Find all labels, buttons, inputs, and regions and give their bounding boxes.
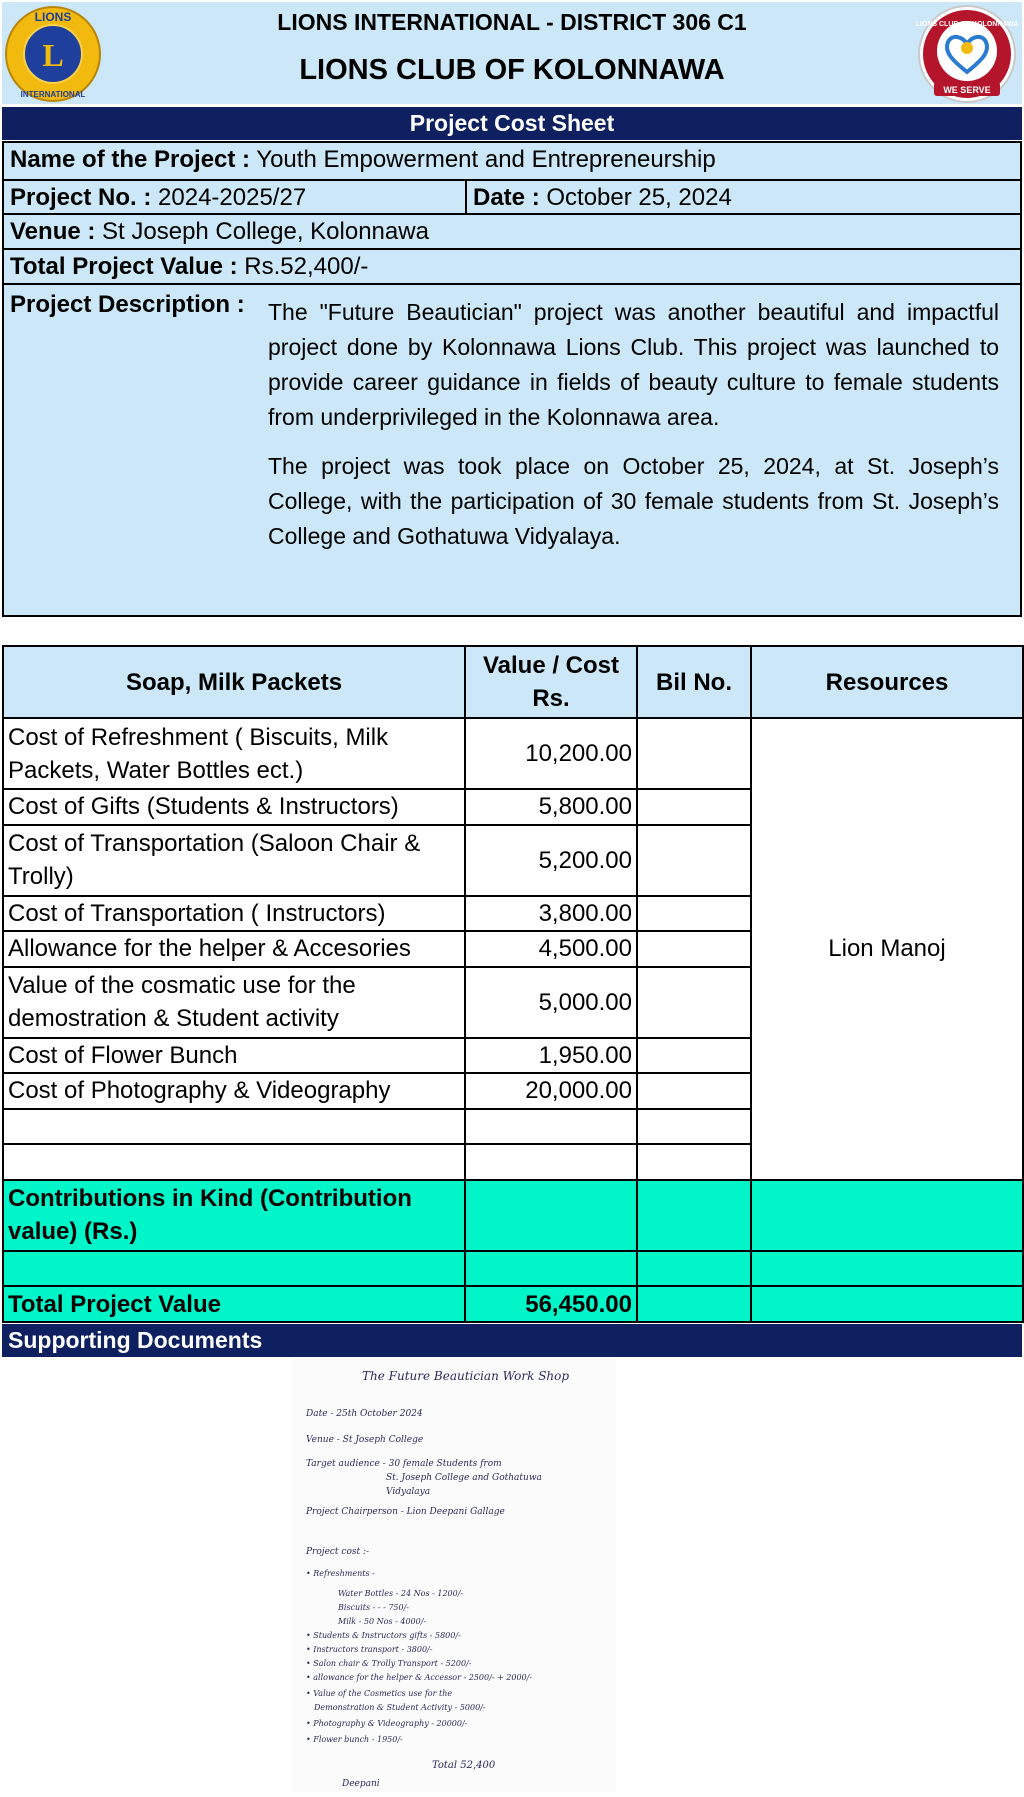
total-value-row xyxy=(4,250,1020,285)
project-no-row xyxy=(4,181,1020,215)
date-label: Date : xyxy=(473,184,540,211)
row-item: Allowance for the helper & Accesories xyxy=(3,931,465,967)
project-name-value: Youth Empowerment and Entrepreneurship xyxy=(256,146,716,173)
row-bill xyxy=(637,1038,751,1074)
row-item: Cost of Transportation ( Instructors) xyxy=(3,896,465,932)
project-no-value: 2024-2025/27 xyxy=(158,184,307,211)
row-bill xyxy=(637,718,751,789)
column-header-item: Soap, Milk Packets xyxy=(3,646,465,718)
description-label: Project Description : xyxy=(10,291,245,318)
row-bill xyxy=(637,896,751,932)
date-value: October 25, 2024 xyxy=(546,184,732,211)
note-audience-2: St. Joseph College and Gothatuwa xyxy=(386,1473,542,1483)
project-info-box xyxy=(2,141,1022,617)
note-line: • Value of the Cosmetics use for the xyxy=(306,1689,453,1698)
project-no-label: Project No. : xyxy=(10,184,152,211)
note-line: Milk - 50 Nos - 4000/- xyxy=(338,1617,427,1626)
note-line: Demonstration & Student Activity - 5000/- xyxy=(314,1703,486,1712)
note-date: Date - 25th October 2024 xyxy=(306,1409,423,1419)
supporting-documents-heading: Supporting Documents xyxy=(2,1324,1022,1357)
row-item: Cost of Transportation (Saloon Chair & Trolly) xyxy=(3,825,465,896)
note-line: • Instructors transport - 3800/- xyxy=(306,1645,433,1654)
row-value: 4,500.00 xyxy=(465,931,637,967)
row-item: Value of the cosmatic use for the demostration & Student activity xyxy=(3,967,465,1038)
note-line: Biscuits - - - 750/- xyxy=(338,1603,410,1612)
svg-text:L: L xyxy=(42,37,64,73)
club-name-heading: LIONS CLUB OF KOLONNAWA xyxy=(299,54,725,86)
row-value: 3,800.00 xyxy=(465,896,637,932)
project-name-label: Name of the Project : xyxy=(10,146,251,173)
column-header-resources: Resources xyxy=(751,646,1023,718)
note-line: • Students & Instructors gifts - 5800/- xyxy=(306,1631,461,1640)
note-venue: Venue - St Joseph College xyxy=(306,1435,424,1445)
contributions-label: Contributions in Kind (Contribution value) (Rs.) xyxy=(3,1180,465,1251)
row-value: 1,950.00 xyxy=(465,1038,637,1074)
district-heading: LIONS INTERNATIONAL - DISTRICT 306 C1 xyxy=(277,9,747,35)
total-value-amount: Rs.52,400/- xyxy=(244,253,369,280)
note-line: Water Bottles - 24 Nos - 1200/- xyxy=(338,1589,464,1598)
note-line: • allowance for the helper & Accessor - 2500/- + 2000/- xyxy=(306,1673,533,1682)
row-item: Cost of Photography & Videography xyxy=(3,1073,465,1109)
total-value-label: Total Project Value : xyxy=(10,253,238,280)
row-value: 5,000.00 xyxy=(465,967,637,1038)
row-value: 5,200.00 xyxy=(465,825,637,896)
row-item: Cost of Flower Bunch xyxy=(3,1038,465,1074)
description-paragraph-2: The project was took place on October 25, 2024, at St. Joseph’s College, with the participation of 30 female students from St. Joseph’s College and Gothatuwa Vidyalaya. xyxy=(268,453,999,549)
venue-label: Venue : xyxy=(10,218,96,245)
svg-text:WE SERVE: WE SERVE xyxy=(943,85,991,95)
row-item: Cost of Refreshment ( Biscuits, Milk Packets, Water Bottles ect.) xyxy=(3,718,465,789)
row-bill xyxy=(637,825,751,896)
row-value: 5,800.00 xyxy=(465,789,637,825)
total-row xyxy=(3,1286,1023,1322)
svg-text:LIONS CLUB OF KOLONNAWA: LIONS CLUB OF KOLONNAWA xyxy=(915,21,1019,28)
note-line: • Flower bunch - 1950/- xyxy=(306,1735,403,1744)
note-signature: Deepani xyxy=(342,1779,380,1789)
note-audience-3: Vidyalaya xyxy=(386,1487,431,1497)
row-value: 20,000.00 xyxy=(465,1073,637,1109)
note-audience-1: Target audience - 30 female Students from xyxy=(306,1459,502,1469)
svg-text:LIONS: LIONS xyxy=(34,10,72,24)
note-line: • Salon chair & Trolly Transport - 5200/- xyxy=(306,1659,472,1668)
venue-row xyxy=(4,215,1020,250)
cost-table xyxy=(2,645,1024,1323)
project-name-row xyxy=(4,143,1020,181)
note-refresh-heading: • Refreshments - xyxy=(306,1569,375,1578)
lions-club-kolonnawa-badge-icon xyxy=(912,4,1022,108)
note-title: The Future Beautician Work Shop xyxy=(362,1369,570,1383)
row-bill xyxy=(637,931,751,967)
row-value: 10,200.00 xyxy=(465,718,637,789)
empty-green-row xyxy=(3,1251,1023,1287)
handwritten-cost-note xyxy=(292,1358,616,1792)
total-label: Total Project Value xyxy=(3,1286,465,1322)
total-amount: 56,450.00 xyxy=(465,1286,637,1322)
contributions-row xyxy=(3,1180,1023,1251)
column-header-value: Value / Cost Rs. xyxy=(465,646,637,718)
table-row xyxy=(3,718,1023,789)
description-paragraph-1: The "Future Beautician" project was another beautiful and impactful project done by Kolonnawa Lions Club. This project was launched to provide career guidance in fields of beauty culture to female students from underprivileged in the Kolonnawa area. xyxy=(268,299,999,430)
row-bill xyxy=(637,1073,751,1109)
note-line: • Photography & Videography - 20000/- xyxy=(306,1719,468,1728)
cost-table-header-row xyxy=(3,646,1023,718)
svg-text:INTERNATIONAL: INTERNATIONAL xyxy=(20,90,86,99)
row-bill xyxy=(637,967,751,1038)
note-chairperson: Project Chairperson - Lion Deepani Gallage xyxy=(306,1507,505,1517)
row-bill xyxy=(637,789,751,825)
row-item: Cost of Gifts (Students & Instructors) xyxy=(3,789,465,825)
venue-value: St Joseph College, Kolonnawa xyxy=(102,218,429,245)
sheet-title: Project Cost Sheet xyxy=(2,107,1022,140)
note-total: Total 52,400 xyxy=(432,1760,496,1771)
note-cost-heading: Project cost :- xyxy=(306,1547,370,1557)
resources-cell: Lion Manoj xyxy=(751,718,1023,1180)
project-description xyxy=(268,295,999,568)
column-header-bill: Bil No. xyxy=(637,646,751,718)
